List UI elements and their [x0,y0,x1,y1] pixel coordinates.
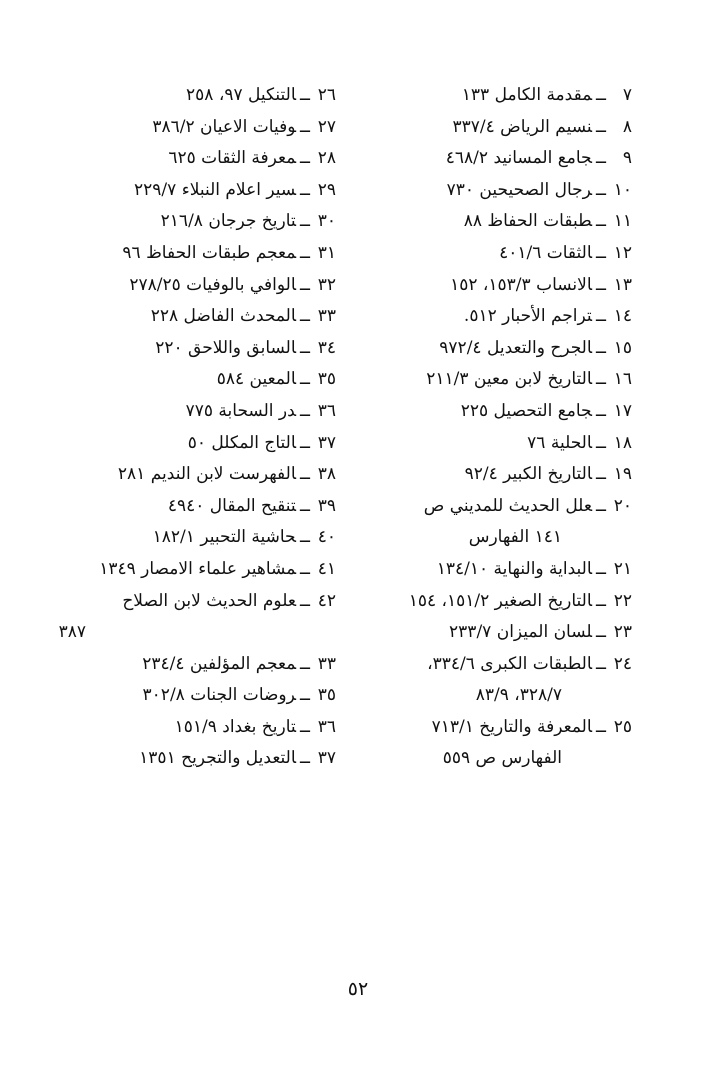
entry-text: نسيم الرياض ٣٣٧/٤ [452,116,593,137]
reference-entry [6,428,336,460]
entry-continuation: ٣٨٧ [58,622,86,643]
reference-entry [6,554,336,586]
entry-dash: ــ [596,432,606,453]
reference-entry [332,459,632,491]
entry-number: ١٢ [613,242,632,263]
reference-entry [6,712,336,744]
entry-dash: ــ [596,116,606,137]
entry-text: علل الحديث للمديني ص [423,495,593,516]
references-column-left [6,80,336,775]
reference-entry [6,175,336,207]
entry-dash: ــ [300,464,310,485]
entry-dash: ــ [596,211,606,232]
entry-text: تاريخ جرجان ٢١٦/٨ [160,211,297,232]
entry-dash: ــ [300,653,310,674]
reference-entry [332,143,632,175]
reference-entry [6,743,336,775]
reference-entry [332,238,632,270]
reference-entry [332,491,632,523]
entry-text: روضات الجنات ٣٠٢/٨ [142,685,297,706]
reference-entry [332,112,632,144]
entry-text: التاريخ الصغير ١٥١/٢، ١٥٤ [408,590,593,611]
entry-number: ٧ [622,85,632,105]
entry-text: جامع التحصيل ٢٢٥ [460,400,593,421]
reference-entry [6,270,336,302]
entry-number: ١٨ [613,432,632,453]
entry-number: ٣٧ [317,432,336,453]
references-column-right [332,80,632,775]
entry-number: ٢٠ [613,495,632,516]
entry-text: معجم المؤلفين ٢٣٤/٤ [142,653,297,674]
entry-number: ١٤ [613,306,632,327]
reference-entry [6,301,336,333]
entry-number: ٢٧ [317,116,336,137]
reference-entry [6,586,336,618]
entry-number: ٣٩ [317,495,336,516]
entry-dash: ــ [300,527,310,548]
entry-dash: ــ [300,116,310,137]
entry-number: ١١ [613,211,632,232]
entry-text: المعين ٥٨٤ [216,369,297,390]
entry-number: ٣٧ [317,748,336,769]
entry-number: ٣٦ [317,400,336,421]
entry-number: ٣١ [317,242,336,263]
entry-text: تراجم الأحبار ٥١٢. [463,306,593,327]
entry-text: معجم طبقات الحفاظ ٩٦ [122,242,297,263]
reference-entry [6,522,336,554]
reference-entry [332,554,632,586]
reference-entry [6,364,336,396]
entry-text: در السحابة ٧٧٥ [185,400,297,421]
entry-number: ٨ [622,116,632,137]
entry-dash: ــ [596,179,606,200]
entry-dash: ــ [300,179,310,200]
entry-text: الطبقات الكبرى ٣٣٤/٦، [427,653,593,674]
entry-text: التاج المكلل ٥٠ [187,432,297,453]
entry-text: الثقات ٤٠١/٦ [499,242,593,263]
entry-dash: ــ [300,337,310,358]
entry-number: ٤١ [317,558,336,579]
entry-number: ١٦ [613,369,632,390]
entry-dash: ــ [300,558,310,579]
entry-dash: ــ [300,242,310,263]
reference-entry [332,617,632,649]
reference-entry [6,459,336,491]
reference-entry [332,396,632,428]
entry-number: ٢٥ [613,716,632,737]
reference-entry [332,80,632,112]
entry-number: ٢٨ [317,148,336,169]
entry-text: رجال الصحيحين ٧٣٠ [446,179,593,200]
entry-dash: ــ [300,685,310,706]
entry-text: وفيات الاعيان ٣٨٦/٢ [152,116,297,137]
reference-entry [6,80,336,112]
entry-number: ١٣ [613,274,632,295]
entry-dash: ــ [300,211,310,232]
entry-text: تاريخ بغداد ١٥١/٩ [174,716,297,737]
entry-number: ٣٤ [317,337,336,358]
reference-entry [6,206,336,238]
entry-text: مقدمة الكامل ١٣٣ [461,85,593,105]
entry-number: ٢٩ [317,179,336,200]
entry-number: ٣٥ [317,685,336,706]
entry-number: ٢٢ [613,590,632,611]
entry-text: تنقيح المقال ٤٩٤٠ [167,495,297,516]
entry-dash: ــ [596,369,606,390]
entry-number: ٣٨ [317,464,336,485]
entry-dash: ــ [300,306,310,327]
entry-dash: ــ [596,464,606,485]
entry-text: الجرح والتعديل ٩٧٢/٤ [439,337,593,358]
entry-dash: ــ [596,558,606,579]
reference-entry [6,680,336,712]
entry-text: الوافي بالوفيات ٢٧٨/٢٥ [129,274,297,295]
entry-dash: ــ [596,622,606,643]
entry-number: ٢٤ [613,653,632,674]
reference-entry [332,270,632,302]
entry-number: ٣٣ [317,306,336,327]
entry-number: ١٥ [613,337,632,358]
reference-entry [332,649,632,681]
entry-text: السابق واللاحق ٢٢٠ [155,337,297,358]
entry-text: الحلية ٧٦ [527,432,593,453]
reference-entry [6,396,336,428]
reference-entry [332,175,632,207]
reference-entry [6,143,336,175]
entry-text: طبقات الحفاظ ٨٨ [463,211,593,232]
entry-dash: ــ [300,274,310,295]
entry-text: التعديل والتجريح ١٣٥١ [139,748,297,769]
entry-number: ٢٦ [317,85,336,105]
reference-entry [6,112,336,144]
reference-entry [6,491,336,523]
entry-number: ٣٢ [317,274,336,295]
entry-dash: ــ [596,400,606,421]
entry-dash: ــ [300,85,310,105]
entry-dash: ــ [300,495,310,516]
entry-number: ٣٠ [317,211,336,232]
entry-dash: ــ [596,306,606,327]
reference-entry [332,712,632,744]
entry-number: ١٩ [613,464,632,485]
entry-text: جامع المسانيد ٤٦٨/٢ [445,148,593,169]
entry-number: ٣٦ [317,716,336,737]
entry-text: التاريخ الكبير ٩٢/٤ [464,464,593,485]
entry-text: حاشية التحبير ١٨٢/١ [152,527,297,548]
entry-dash: ــ [596,148,606,169]
entry-dash: ــ [596,653,606,674]
entry-number: ٤٢ [317,590,336,611]
entry-dash: ــ [300,590,310,611]
entry-text: لسان الميزان ٢٣٣/٧ [449,622,593,643]
entry-number: ٣٥ [317,369,336,390]
entry-dash: ــ [596,274,606,295]
reference-entry [6,649,336,681]
entry-dash: ــ [596,590,606,611]
entry-text: علوم الحديث لابن الصلاح [122,590,297,611]
entry-dash: ــ [596,716,606,737]
entry-text: التاريخ لابن معين ٢١١/٣ [426,369,593,390]
reference-entry [332,364,632,396]
entry-dash: ــ [300,432,310,453]
entry-continuation: ٣٢٨/٧، ٨٣/٩ [475,685,562,706]
entry-text: المعرفة والتاريخ ٧١٣/١ [431,716,593,737]
entry-text: البداية والنهاية ١٣٤/١٠ [436,558,593,579]
reference-entry [332,301,632,333]
entry-text: المحدث الفاضل ٢٢٨ [150,306,297,327]
entry-number: ٤٠ [317,527,336,548]
reference-entry [332,428,632,460]
entry-text: الانساب ١٥٣/٣، ١٥٢ [450,274,593,295]
entry-dash: ــ [300,716,310,737]
entry-dash: ــ [300,400,310,421]
reference-entry [332,333,632,365]
entry-text: مشاهير علماء الامصار ١٣٤٩ [99,558,297,579]
entry-number: ١٧ [613,400,632,421]
reference-entry [6,238,336,270]
reference-entry [332,586,632,618]
entry-text: الفهرست لابن النديم ٢٨١ [117,464,297,485]
entry-text: التنكيل ٩٧، ٢٥٨ [186,85,297,105]
entry-number: ٢١ [613,558,632,579]
entry-continuation: الفهارس ص ٥٥٩ [442,748,562,769]
entry-dash: ــ [300,369,310,390]
entry-continuation: ١٤١ الفهارس [468,527,562,548]
entry-number: ٩ [622,148,632,169]
entry-dash: ــ [596,337,606,358]
reference-entry [332,206,632,238]
reference-entry [6,333,336,365]
entry-text: سير اعلام النبلاء ٢٢٩/٧ [134,179,297,200]
entry-dash: ــ [596,495,606,516]
entry-dash: ــ [596,242,606,263]
entry-dash: ــ [300,748,310,769]
entry-dash: ــ [300,148,310,169]
entry-number: ٣٣ [317,653,336,674]
entry-dash: ــ [596,85,606,105]
entry-number: ٢٣ [613,622,632,643]
entry-number: ١٠ [613,179,632,200]
entry-text: معرفة الثقات ٦٢٥ [168,148,297,169]
page-number: ٥٢ [347,978,369,1000]
